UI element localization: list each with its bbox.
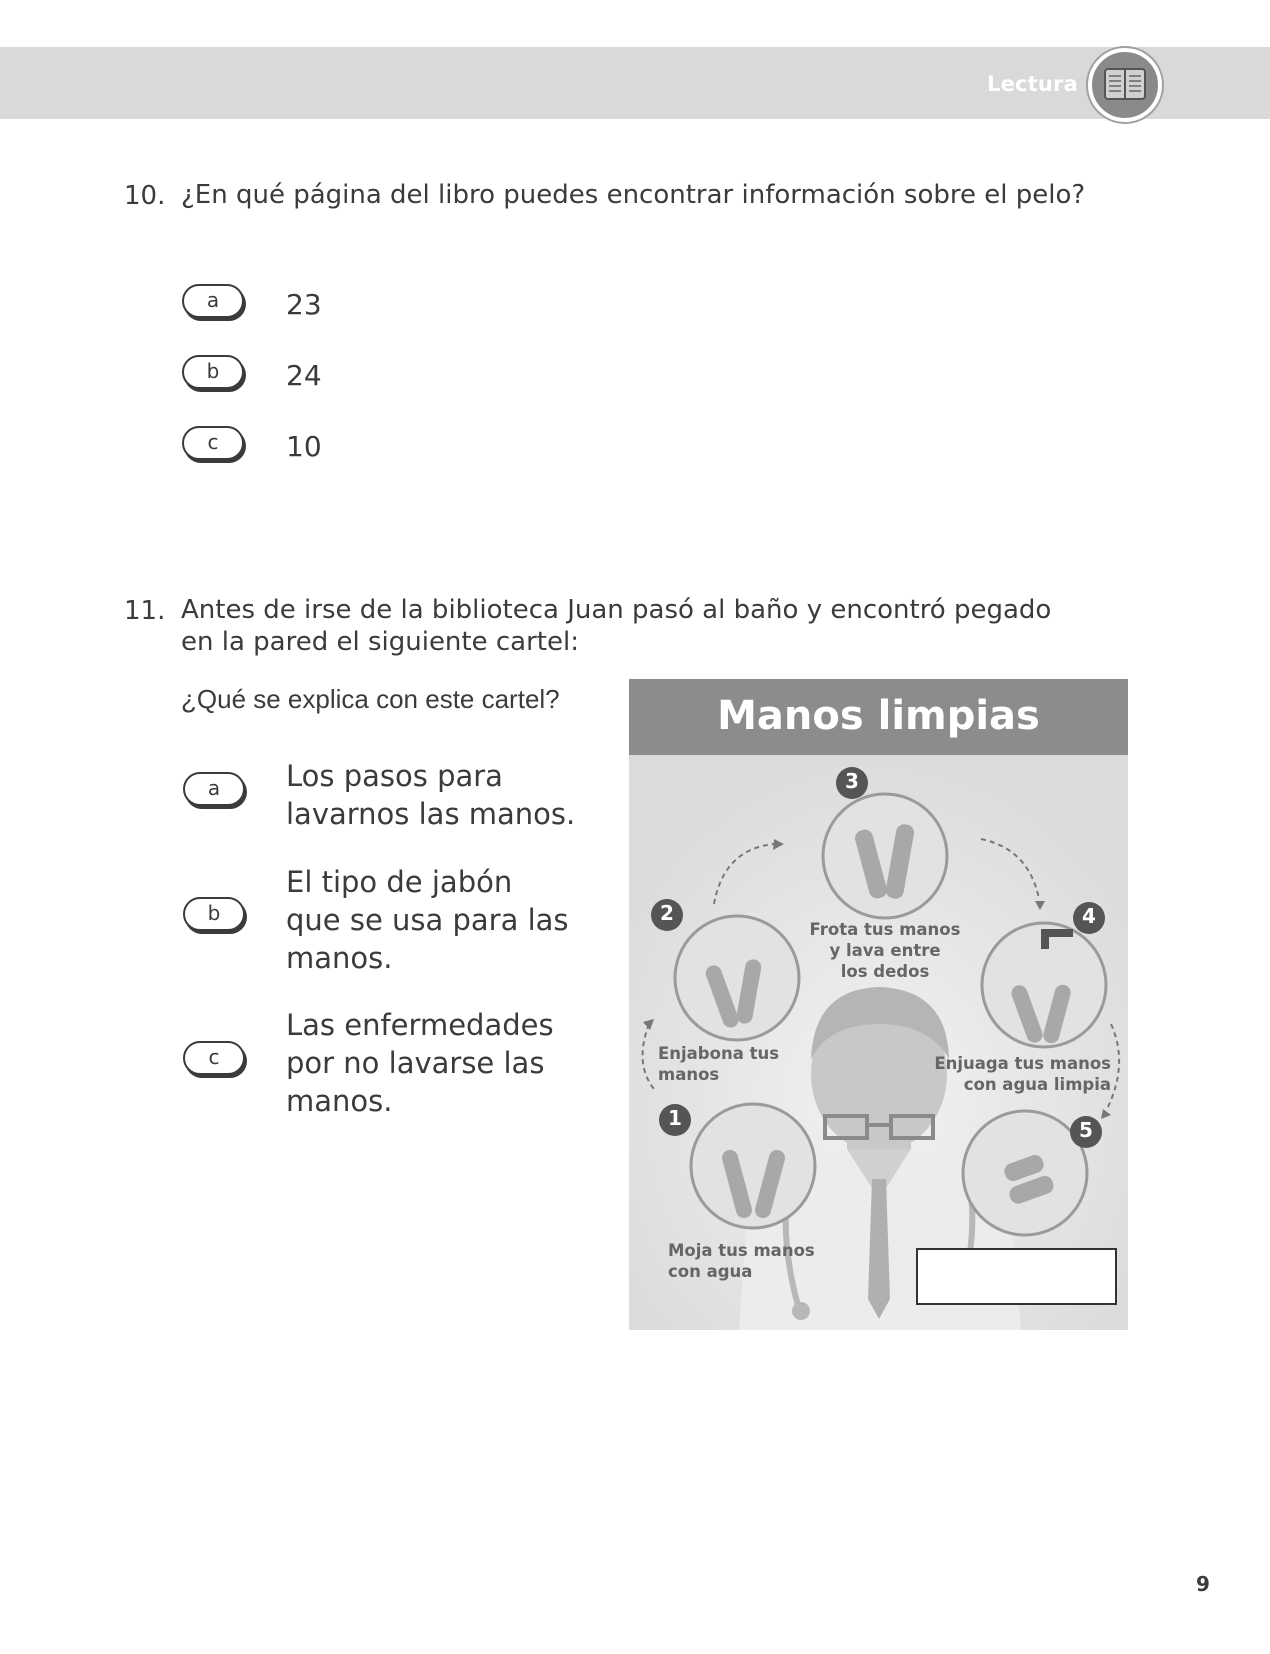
- option-a-text: 23: [286, 288, 322, 321]
- step-number: 1: [668, 1106, 682, 1130]
- option-b-text: [286, 863, 569, 977]
- step-number: 3: [845, 769, 859, 793]
- option-line: manos.: [286, 941, 393, 975]
- step-line: Moja tus manos: [668, 1241, 815, 1260]
- blank-box: [917, 1249, 1116, 1304]
- poster-title: Manos limpias: [717, 693, 1040, 739]
- header-bar: [0, 47, 1270, 119]
- option-b-bubble[interactable]: [182, 355, 244, 389]
- step-line: Enjuaga tus manos: [934, 1054, 1111, 1073]
- option-line: Las enfermedades: [286, 1008, 554, 1042]
- option-letter: b: [207, 901, 221, 925]
- option-line: por no lavarse las: [286, 1046, 545, 1080]
- option-letter: a: [207, 776, 221, 800]
- page-number: 9: [1196, 1572, 1210, 1596]
- step-line: Enjabona tus: [658, 1044, 780, 1063]
- option-c-bubble[interactable]: [183, 1041, 245, 1075]
- question-10-number: 10.: [124, 181, 166, 211]
- option-c-bubble[interactable]: [182, 426, 244, 460]
- handwashing-poster: [629, 679, 1128, 1330]
- option-b-bubble[interactable]: [183, 897, 245, 931]
- option-line: lavarnos las manos.: [286, 797, 576, 831]
- option-a-text: [286, 757, 575, 833]
- step-line: y lava entre: [829, 941, 941, 960]
- book-icon: [1088, 48, 1162, 122]
- step-line: con agua limpia: [963, 1075, 1111, 1094]
- step-2-label: [658, 1043, 779, 1085]
- option-line: Los pasos para: [286, 759, 503, 793]
- option-letter: a: [206, 288, 220, 312]
- option-a-bubble[interactable]: [183, 772, 245, 806]
- option-line: El tipo de jabón: [286, 865, 513, 899]
- step-line: manos: [658, 1065, 720, 1084]
- option-letter: c: [208, 1045, 220, 1069]
- section-label: Lectura: [987, 72, 1078, 96]
- option-line: manos.: [286, 1084, 393, 1118]
- option-b-text: 24: [286, 359, 322, 392]
- step-line: los dedos: [840, 962, 930, 981]
- option-a-bubble[interactable]: [182, 284, 244, 318]
- option-c-text: 10: [286, 430, 322, 463]
- option-line: que se usa para las: [286, 903, 569, 937]
- option-c-text: [286, 1006, 554, 1120]
- step-number: 5: [1079, 1118, 1093, 1142]
- step-number: 4: [1082, 904, 1096, 928]
- option-letter: c: [207, 430, 219, 454]
- option-letter: b: [206, 359, 220, 383]
- question-11-text-line2: en la pared el siguiente cartel:: [181, 627, 579, 657]
- step-number: 2: [660, 901, 674, 925]
- step-3-label: [799, 919, 971, 982]
- step-line: Frota tus manos: [809, 920, 961, 939]
- subquestion: ¿Qué se explica con este cartel?: [181, 684, 560, 714]
- poster-illustration: [629, 679, 1128, 1330]
- question-10-text: ¿En qué página del libro puedes encontrar información sobre el pelo?: [181, 180, 1086, 210]
- question-11-text-line1: Antes de irse de la biblioteca Juan pasó al baño y encontró pegado: [181, 595, 1052, 625]
- step-1-label: [668, 1240, 815, 1282]
- step-line: con agua: [668, 1262, 753, 1281]
- question-11-number: 11.: [124, 596, 166, 626]
- step-4-label: [929, 1053, 1111, 1095]
